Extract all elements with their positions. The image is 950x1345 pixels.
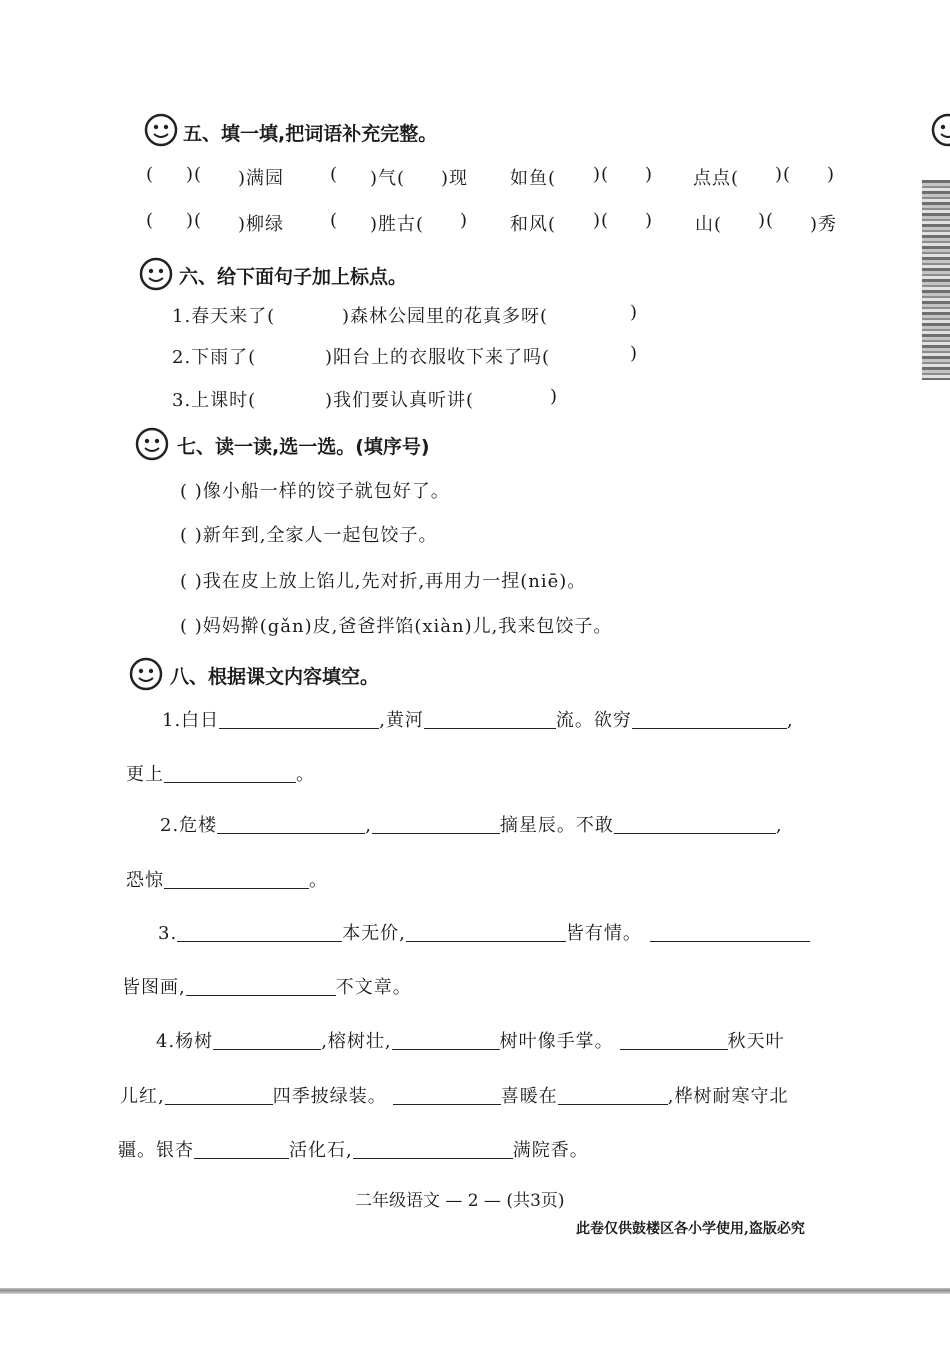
- word-text: )满园: [238, 168, 285, 189]
- fill-line-3a: [158, 919, 810, 945]
- word-text: )胜古(: [370, 214, 425, 235]
- word-text: 点点(: [693, 168, 740, 189]
- answer-blank[interactable]: [558, 1084, 668, 1105]
- fill-line-4b: [120, 1082, 788, 1108]
- answer-blank[interactable]: [164, 868, 309, 889]
- label-text: 树叶像手掌。: [499, 1031, 614, 1052]
- fill-line-4a: [156, 1027, 785, 1053]
- fill-line-4c: [118, 1136, 589, 1162]
- paren-text: )(: [186, 164, 203, 185]
- sequence-item: ( )像小船一样的饺子就包好了。: [180, 481, 450, 502]
- answer-blank[interactable]: [353, 1138, 513, 1159]
- paren-text: ): [630, 302, 639, 323]
- label-text: 喜暖在: [500, 1086, 558, 1107]
- sentence-text: )森林公园里的花真多呀(: [342, 306, 549, 327]
- label-text: 四季披绿装。: [272, 1086, 387, 1107]
- smiley-icon: [134, 426, 170, 462]
- word-text: 山(: [695, 214, 723, 235]
- label-text: 不文章。: [335, 977, 412, 998]
- label-text: 皆有情。: [565, 923, 642, 944]
- answer-blank[interactable]: [632, 708, 787, 729]
- label-text: 本无价,: [342, 923, 406, 944]
- sequence-item: ( )我在皮上放上馅儿,先对折,再用力一捏(niē)。: [180, 571, 587, 592]
- label-text: 恐惊: [126, 870, 164, 891]
- label-text: ,黄河: [379, 710, 424, 731]
- paren-text: )(: [186, 210, 203, 231]
- paren-text: ): [827, 164, 836, 185]
- answer-blank[interactable]: [650, 921, 810, 942]
- answer-blank[interactable]: [164, 762, 296, 783]
- section-7-title: 七、读一读,选一选。(填序号): [177, 436, 430, 458]
- label-text: 疆。银杏: [118, 1140, 194, 1161]
- fill-line-1b: [126, 760, 315, 786]
- label-text: 儿红,: [120, 1086, 165, 1107]
- paren-text: ): [460, 210, 469, 231]
- label-text: 秋天叶: [727, 1031, 785, 1052]
- copyright-notice: 此卷仅供鼓楼区各小学使用,盗版必究: [576, 1221, 805, 1237]
- word-text: )现: [441, 168, 469, 189]
- smiley-icon: [128, 656, 164, 692]
- label-text: 更上: [126, 764, 164, 785]
- label-text: 。: [309, 870, 328, 891]
- label-text: ,榕树壮,: [321, 1031, 392, 1052]
- answer-blank[interactable]: [217, 813, 365, 834]
- answer-blank[interactable]: [372, 813, 500, 834]
- answer-blank[interactable]: [424, 708, 556, 729]
- section-8-title: 八、根据课文内容填空。: [170, 666, 380, 688]
- paren-text: )(: [593, 164, 610, 185]
- word-text: )秀: [810, 214, 838, 235]
- fill-line-3b: [122, 973, 412, 999]
- paren-text: ): [645, 164, 654, 185]
- answer-blank[interactable]: [165, 1084, 273, 1105]
- paren-text: )(: [593, 210, 610, 231]
- label-text: 满院香。: [512, 1140, 589, 1161]
- label-text: 活化石,: [289, 1140, 353, 1161]
- smiley-icon: [138, 256, 174, 292]
- answer-blank[interactable]: [406, 921, 566, 942]
- sentence-text: )我们要认真听讲(: [325, 390, 475, 411]
- answer-blank[interactable]: [177, 921, 342, 942]
- sentence-text: 1.春天来了(: [172, 306, 276, 327]
- answer-blank[interactable]: [620, 1029, 728, 1050]
- paren-text: (: [146, 210, 155, 231]
- paren-text: ): [550, 386, 559, 407]
- paren-text: (: [330, 210, 339, 231]
- word-text: )柳绿: [238, 214, 285, 235]
- paren-text: )(: [775, 164, 792, 185]
- paren-text: (: [330, 164, 339, 185]
- label-text: 皆图画,: [122, 977, 186, 998]
- label-text: ,: [365, 815, 372, 836]
- sequence-item: ( )妈妈擀(gǎn)皮,爸爸拌馅(xiàn)儿,我来包饺子。: [180, 616, 613, 637]
- fill-line-2a: [160, 811, 783, 837]
- sentence-text: 2.下雨了(: [172, 347, 257, 368]
- page-number: 二年级语文 — 2 — (共3页): [355, 1191, 565, 1211]
- paren-text: ): [645, 210, 654, 231]
- scan-bottom-artifact: [0, 1288, 950, 1294]
- answer-blank[interactable]: [186, 975, 336, 996]
- label-text: 2.危楼: [160, 815, 218, 836]
- answer-blank[interactable]: [614, 813, 776, 834]
- paren-text: (: [146, 164, 155, 185]
- section-5-title: 五、填一填,把词语补充完整。: [183, 123, 438, 145]
- label-text: ,: [786, 710, 794, 731]
- paren-text: )(: [758, 210, 775, 231]
- fill-line-1a: [162, 706, 794, 732]
- fill-line-2b: [126, 866, 328, 892]
- answer-blank[interactable]: [213, 1029, 321, 1050]
- label-text: 4.杨树: [156, 1031, 214, 1052]
- label-text: ,桦树耐寒守北: [667, 1086, 789, 1107]
- answer-blank[interactable]: [392, 1029, 500, 1050]
- label-text: 摘星辰。不敢: [499, 815, 614, 836]
- answer-blank[interactable]: [219, 708, 379, 729]
- label-text: 。: [296, 764, 315, 785]
- word-text: 如鱼(: [510, 168, 557, 189]
- scan-edge-artifact: [922, 180, 950, 380]
- word-text: 和风(: [510, 214, 557, 235]
- paren-text: ): [630, 343, 639, 364]
- section-6-title: 六、给下面句子加上标点。: [179, 266, 408, 288]
- sequence-item: ( )新年到,全家人一起包饺子。: [180, 525, 438, 546]
- sentence-text: 3.上课时(: [172, 390, 257, 411]
- answer-blank[interactable]: [393, 1084, 501, 1105]
- label-text: 1.白日: [162, 710, 220, 731]
- smiley-icon: [143, 112, 179, 148]
- sentence-text: )阳台上的衣服收下来了吗(: [325, 347, 551, 368]
- smiley-icon-partial: [930, 112, 950, 148]
- label-text: 3.: [158, 923, 178, 944]
- label-text: ,: [775, 815, 783, 836]
- answer-blank[interactable]: [194, 1138, 289, 1159]
- word-text: )气(: [370, 168, 406, 189]
- label-text: 流。欲穷: [555, 710, 632, 731]
